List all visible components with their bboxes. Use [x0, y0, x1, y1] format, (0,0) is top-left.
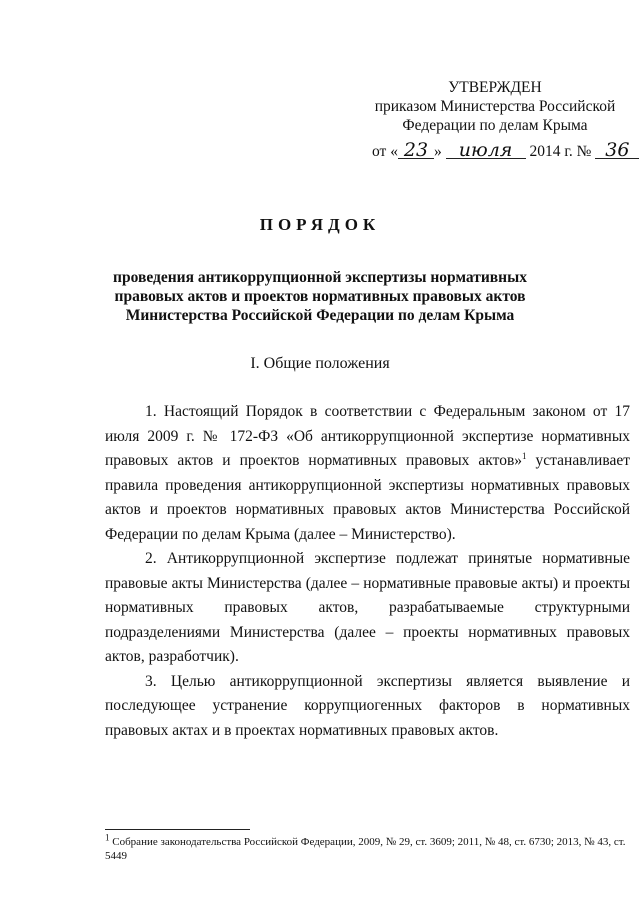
paragraph-1 — [105, 400, 630, 547]
order-date-line — [372, 139, 639, 161]
document-body — [105, 400, 630, 743]
footnote — [105, 832, 630, 863]
handwritten-month: июля — [446, 142, 526, 159]
date-quote-close: » — [433, 143, 442, 160]
date-year: 2014 г. № — [529, 143, 592, 160]
handwritten-number: 36 — [595, 142, 639, 159]
approval-ministry-line: Федерации по делам Крыма — [402, 117, 588, 134]
paragraph-1-text-b: устанавливает правила проведения антикоррупционной экспертизы нормативных правовых актов и проектов нормативных правовых актов Министерства Российской Федерации по делам Крыма (далее – Министерство). — [105, 452, 630, 543]
footnote-reference: 1 — [522, 450, 527, 461]
approval-block — [360, 78, 630, 135]
document-title: ПОРЯДОК — [259, 215, 381, 234]
date-prefix: от « — [372, 143, 398, 160]
paragraph-2: 2. Антикоррупционной экспертизе подлежат принятые нормативные правовые акты Министерства (далее – нормативные правовые акты) и проекты нормативных правовых актов, разрабатываемые структурными подразделениями Министерства (далее – проекты нормативных правовых актов, разработчик). — [105, 550, 630, 665]
footnote-mark: 1 — [105, 832, 110, 843]
footnote-divider — [105, 829, 250, 830]
approval-order-line: приказом Министерства Российской — [374, 98, 616, 115]
handwritten-day: 23 — [398, 142, 434, 159]
section-heading: I. Общие положения — [250, 355, 390, 372]
document-subtitle: проведения антикоррупционной экспертизы нормативных правовых актов и проектов нормативных правовых актов Министерства Российской Федерации по делам Крыма — [113, 269, 527, 324]
paragraph-1-text-a: 1. Настоящий Порядок в соответствии с Федеральным законом от 17 июля 2009 г. № 172-ФЗ «Об антикоррупционной экспертизе нормативных правовых актов и проектов нормативных правовых актов» — [105, 403, 630, 469]
approval-heading: УТВЕРЖДЕН — [448, 79, 542, 96]
paragraph-3: 3. Целью антикоррупционной экспертизы является выявление и последующее устранение коррупциогенных факторов в нормативных правовых актах и в проектах нормативных правовых актов. — [105, 672, 630, 739]
footnote-text: Собрание законодательства Российской Федерации, 2009, № 29, ст. 3609; 2011, № 48, ст. 6730; 2013, № 43, ст. 5449 — [105, 836, 626, 862]
